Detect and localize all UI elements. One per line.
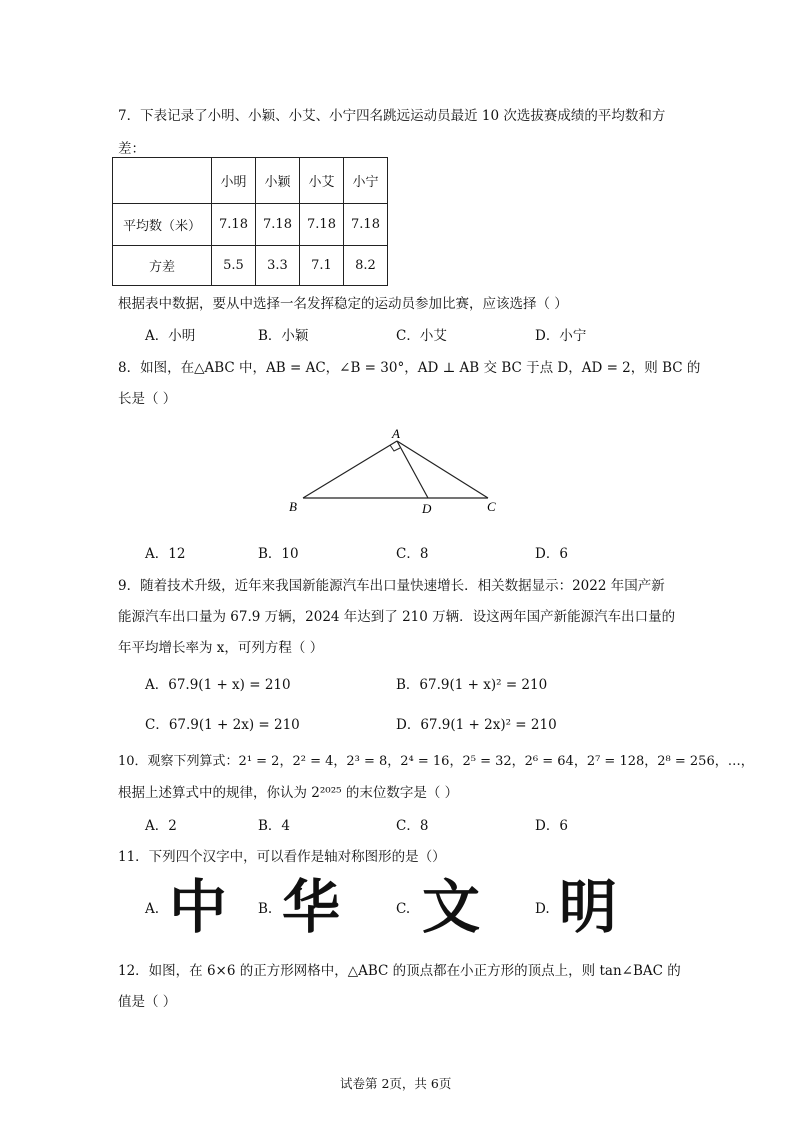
q8-option-a[interactable]: A．12 — [145, 546, 186, 562]
q8-option-b[interactable]: B．10 — [258, 546, 299, 562]
option-letter: C. — [396, 901, 411, 917]
char-zhong: 中 — [169, 873, 228, 941]
q9-stem-line2: 能源汽车出口量为 67.9 万辆，2024 年达到了 210 万辆．设这两年国产新能源汽车出口量的 — [118, 609, 676, 625]
label-c: C — [487, 499, 496, 514]
q12-stem-line1: 12．如图，在 6×6 的正方形网格中，△ABC 的顶点都在小正方形的顶点上，则 tan∠BAC 的 — [118, 963, 681, 979]
table-cell: 7.18 — [256, 204, 300, 246]
table-header-xiaoying: 小颖 — [256, 158, 300, 204]
q11-stem: 11．下列四个汉字中，可以看作是轴对称图形的是（） — [118, 849, 446, 865]
char-ming: 明 — [559, 873, 618, 941]
table-cell: 平均数（米） — [113, 204, 212, 246]
table-cell: 8.2 — [344, 246, 388, 286]
segment-ac — [397, 441, 488, 498]
q8-option-c[interactable]: C．8 — [396, 546, 429, 562]
table-cell: 7.18 — [212, 204, 256, 246]
q10-option-a[interactable]: A．2 — [145, 818, 177, 834]
option-letter: A. — [145, 901, 160, 917]
table-cell: 5.5 — [212, 246, 256, 286]
option-letter: B. — [258, 901, 273, 917]
q7-option-d[interactable]: D．小宁 — [535, 328, 587, 344]
q10-stem-line1: 10．观察下列算式：2¹ = 2，2² = 4，2³ = 8，2⁴ = 16，2⁵ = 32，2⁶ = 64，2⁷ = 128，2⁸ = 256，…， — [118, 754, 754, 769]
q7-option-b[interactable]: B．小颖 — [258, 328, 309, 344]
table-header-xiaoming: 小明 — [212, 158, 256, 204]
table-cell: 7.18 — [344, 204, 388, 246]
q9-stem-line3: 年平均增长率为 x，可列方程（ ） — [118, 640, 324, 656]
option-letter: D. — [535, 901, 550, 917]
table-cell: 7.18 — [300, 204, 344, 246]
label-d: D — [422, 501, 432, 516]
char-hua: 华 — [282, 873, 341, 941]
q10-option-d[interactable]: D．6 — [535, 818, 568, 834]
segment-ab — [303, 441, 397, 498]
page-footer: 试卷第 2页，共 6页 — [340, 1076, 452, 1091]
label-b: B — [289, 499, 297, 514]
q8-option-d[interactable]: D．6 — [535, 546, 568, 562]
q9-option-b[interactable]: B．67.9(1 + x)² = 210 — [396, 677, 548, 693]
table-cell: 3.3 — [256, 246, 300, 286]
table-row — [113, 246, 388, 286]
q10-option-b[interactable]: B．4 — [258, 818, 291, 834]
char-wen: 文 — [422, 873, 481, 941]
table-header-xiaoai: 小艾 — [300, 158, 344, 204]
table-row — [113, 204, 388, 246]
q8-stem-line1: 8．如图，在△ABC 中，AB = AC，∠B = 30°，AD ⊥ AB 交 BC 于点 D，AD = 2，则 BC 的 — [118, 360, 701, 376]
q9-option-c[interactable]: C．67.9(1 + 2x) = 210 — [145, 717, 300, 733]
q10-stem-line2: 根据上述算式中的规律，你认为 2²⁰²⁵ 的末位数字是（ ） — [118, 785, 459, 801]
table-header-empty — [113, 158, 212, 204]
q8-stem-line2: 长是（ ） — [118, 391, 177, 407]
q7-data-table — [112, 157, 388, 286]
q8-triangle-figure — [280, 425, 510, 520]
right-angle-mark — [390, 445, 400, 451]
label-a: A — [392, 426, 400, 441]
q12-stem-line2: 值是（ ） — [118, 994, 177, 1010]
q7-question: 根据表中数据，要从中选择一名发挥稳定的运动员参加比赛，应该选择（ ） — [118, 296, 568, 312]
q7-stem-line2: 差： — [118, 141, 145, 157]
q9-option-a[interactable]: A．67.9(1 + x) = 210 — [145, 677, 291, 693]
q7-option-a[interactable]: A．小明 — [145, 328, 196, 344]
q9-stem-line1: 9．随着技术升级，近年来我国新能源汽车出口量快速增长．相关数据显示：2022 年国产新 — [118, 578, 665, 594]
q7-stem-line1: 7．下表记录了小明、小颖、小艾、小宁四名跳远运动员最近 10 次选拔赛成绩的平均数和方 — [118, 108, 666, 124]
q7-option-c[interactable]: C．小艾 — [396, 328, 447, 344]
segment-ad — [397, 441, 428, 498]
q9-option-d[interactable]: D．67.9(1 + 2x)² = 210 — [396, 717, 557, 733]
table-cell: 方差 — [113, 246, 212, 286]
table-cell: 7.1 — [300, 246, 344, 286]
table-header-xiaoning: 小宁 — [344, 158, 388, 204]
q10-option-c[interactable]: C．8 — [396, 818, 429, 834]
